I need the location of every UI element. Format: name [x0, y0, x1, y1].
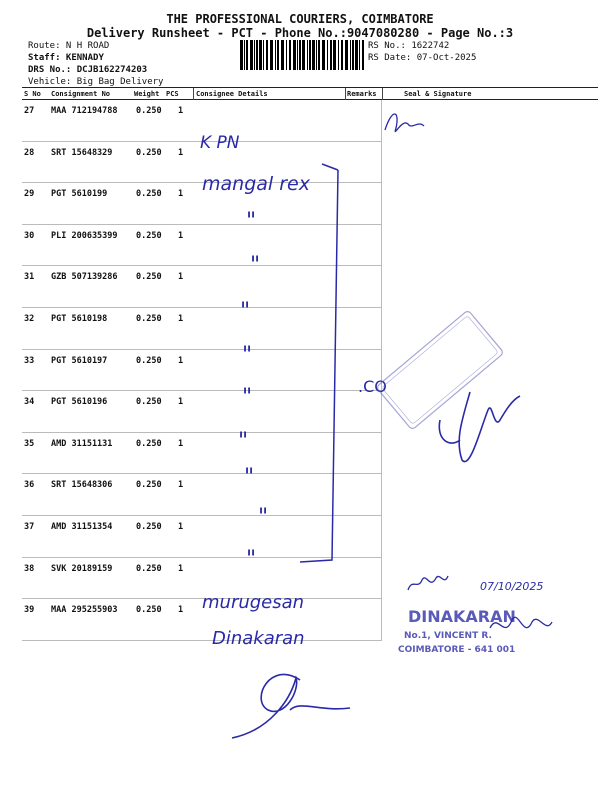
remarks-mark: .CO: [358, 377, 387, 396]
col-header-consignment: Consignment No: [51, 90, 111, 98]
col-divider-remarks: [345, 88, 346, 100]
table-row: [22, 142, 598, 184]
consignee-row38: murugesan: [202, 592, 305, 613]
stamp-line2: No.1, VINCENT R.: [404, 631, 492, 641]
row-weight: 0.250: [136, 605, 162, 616]
row-pcs: 1: [178, 522, 184, 532]
row-consignment-no: MAA 295255903: [51, 605, 118, 616]
route-label: Route: N H ROAD: [28, 41, 110, 51]
col-header-consignee: Consignee Details: [196, 90, 268, 98]
runsheet-title: Delivery Runsheet - PCT - Phone No.:9047080280 - Page No.:3: [86, 26, 514, 40]
row-sno: 33: [24, 355, 35, 366]
row-pcs: 1: [178, 397, 184, 408]
barcode-image: [240, 40, 364, 70]
table-row: [22, 308, 598, 350]
consignee-row39: Dinakaran: [212, 628, 305, 649]
row-consignment-no: PGT 5610196: [51, 397, 108, 408]
row-consignment-no: PGT 5610198: [51, 314, 108, 324]
row-consignment-no: PGT 5610197: [51, 355, 108, 366]
row-weight: 0.250: [136, 314, 162, 324]
row-weight: 0.250: [136, 397, 162, 408]
row-pcs: 1: [178, 189, 184, 200]
row-consignment-no: AMD 31151354: [51, 522, 113, 532]
row-sno: 29: [24, 189, 35, 200]
row-weight: 0.250: [136, 563, 162, 574]
row-weight: 0.250: [136, 480, 162, 491]
row-consignment-no: PGT 5610199: [51, 189, 108, 200]
row-weight: 0.250: [136, 106, 162, 116]
row-sno: 31: [24, 272, 35, 283]
row-pcs: 1: [178, 272, 184, 283]
ditto-row34: ": [238, 429, 249, 454]
row-pcs: 1: [178, 438, 184, 449]
drs-number: DRS No.: DCJB162274203: [28, 65, 148, 75]
row-pcs: 1: [178, 563, 184, 574]
staff-label: Staff: KENNADY: [28, 53, 104, 63]
header-info-right: [368, 40, 476, 64]
ditto-row30: ": [250, 253, 261, 278]
row-pcs: 1: [178, 355, 184, 366]
row-sno: 27: [24, 106, 35, 116]
col-divider-consignee: [193, 88, 194, 100]
row-sno: 39: [24, 605, 35, 616]
row-weight: 0.250: [136, 147, 162, 158]
row-consignment-no: GZB 507139286: [51, 272, 118, 283]
row-rule: [22, 640, 382, 641]
row-consignment-no: SRT 15648329: [51, 147, 113, 158]
table-row: [22, 558, 598, 600]
rs-number: RS No.: 1622742: [368, 41, 450, 51]
stamp-line1: DINAKARAN: [408, 607, 516, 626]
row-weight: 0.250: [136, 438, 162, 449]
date-note: 07/10/2025: [480, 580, 544, 593]
col-header-seal: Seal & Signature: [404, 90, 472, 98]
col-header-pcs: PCS: [166, 90, 179, 98]
row-consignment-no: SRT 15648306: [51, 480, 113, 491]
col-divider-seal: [382, 88, 383, 100]
row-sno: 36: [24, 480, 35, 491]
table-top-rule: [22, 87, 598, 88]
vehicle-label: Vehicle: Big Bag Delivery: [28, 77, 164, 87]
col-header-weight: Weight: [134, 90, 160, 98]
row-sno: 28: [24, 147, 35, 158]
row-consignment-no: MAA 712194788: [51, 106, 118, 116]
table-row: [22, 474, 598, 516]
stamp-line3: COIMBATORE - 641 001: [398, 645, 516, 655]
row-pcs: 1: [178, 147, 184, 158]
table-row: [22, 350, 598, 392]
row-weight: 0.250: [136, 189, 162, 200]
header-info-left: [28, 40, 163, 88]
document-title: [0, 12, 600, 40]
row-pcs: 1: [178, 106, 184, 116]
row-sno: 38: [24, 563, 35, 574]
ditto-row29: ": [246, 209, 257, 234]
table-row: [22, 391, 598, 433]
row-sno: 32: [24, 314, 35, 324]
row-consignment-no: PLI 200635399: [51, 230, 118, 241]
table-row: [22, 100, 598, 142]
row-weight: 0.250: [136, 355, 162, 366]
row-pcs: 1: [178, 314, 184, 324]
row-pcs: 1: [178, 480, 184, 491]
row-consignment-no: AMD 31151131: [51, 438, 113, 449]
table-row: [22, 516, 598, 558]
row-weight: 0.250: [136, 522, 162, 532]
table-row: [22, 225, 598, 267]
ditto-row33: ": [242, 385, 253, 410]
col-header-sno: S No: [24, 90, 41, 98]
col-header-remarks: Remarks: [347, 90, 377, 98]
row-weight: 0.250: [136, 272, 162, 283]
ditto-row35: ": [244, 465, 255, 490]
table-row: [22, 266, 598, 308]
company-name: THE PROFESSIONAL COURIERS, COIMBATORE: [166, 12, 434, 26]
row-weight: 0.250: [136, 230, 162, 241]
row-consignment-no: SVK 20189159: [51, 563, 113, 574]
ditto-row37: ": [246, 547, 257, 572]
bottom-signature: [232, 674, 350, 738]
rs-date: RS Date: 07-Oct-2025: [368, 53, 477, 63]
ditto-row36: ": [258, 505, 269, 530]
table-row: [22, 599, 598, 641]
table-row: [22, 433, 598, 475]
row-sno: 30: [24, 230, 35, 241]
consignee-row27: K PN: [200, 133, 240, 153]
ditto-row32: ": [242, 343, 253, 368]
row-pcs: 1: [178, 605, 184, 616]
row-sno: 37: [24, 522, 35, 532]
ditto-row31: ": [240, 299, 251, 324]
table-row: [22, 183, 598, 225]
row-sno: 35: [24, 438, 35, 449]
row-pcs: 1: [178, 230, 184, 241]
consignee-row28: mangal rex: [202, 173, 310, 195]
row-sno: 34: [24, 397, 35, 408]
